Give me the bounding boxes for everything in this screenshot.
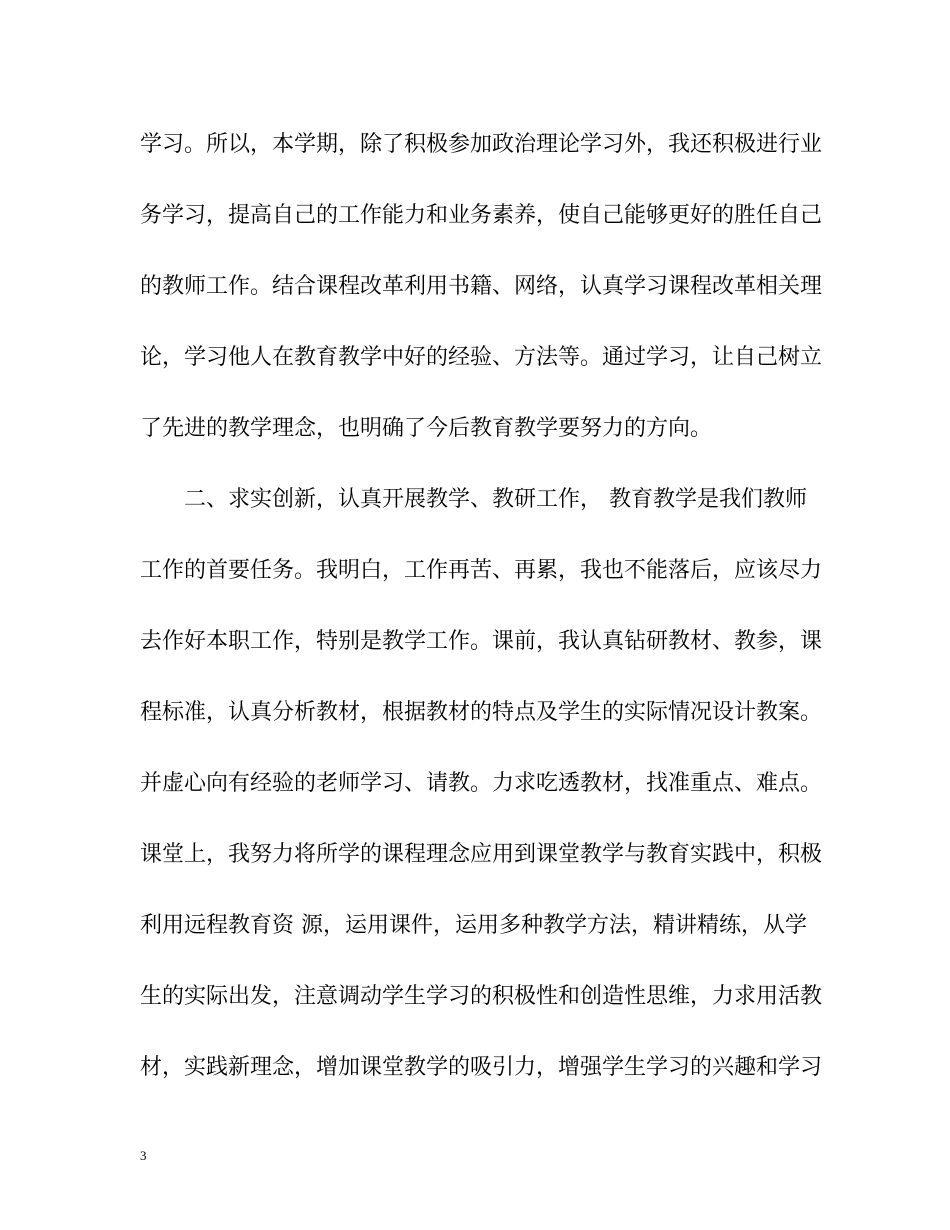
body-text-line: 论，学习他人在教育教学中好的经验、方法等。通过学习，让自己树立 xyxy=(140,345,823,370)
body-text-line: 材，实践新理念，增加课堂教学的吸引力，增强学生学习的兴趣和学习 xyxy=(140,1055,823,1080)
section-heading-line: 二、求实创新，认真开展教学、教研工作， 教育教学是我们教师 xyxy=(184,487,807,512)
body-text-line: 工作的首要任务。我明白，工作再苦、再累，我也不能落后，应该尽力 xyxy=(140,558,823,583)
body-text-line: 的教师工作。结合课程改革利用书籍、网络，认真学习课程改革相关理 xyxy=(140,274,823,299)
body-text-line: 生的实际出发，注意调动学生学习的积极性和创造性思维，力求用活教 xyxy=(140,984,823,1009)
body-text-line: 程标准，认真分析教材，根据教材的特点及学生的实际情况设计教案。 xyxy=(140,700,823,725)
body-text-line: 并虚心向有经验的老师学习、请教。力求吃透教材，找准重点、难点。 xyxy=(140,771,823,796)
page-number: 3 xyxy=(140,1148,147,1163)
body-text-line: 学习。所以，本学期，除了积极参加政治理论学习外，我还积极进行业 xyxy=(140,132,823,157)
body-text-line: 课堂上，我努力将所学的课程理念应用到课堂教学与教育实践中，积极 xyxy=(140,842,823,867)
body-text-line: 利用远程教育资 源，运用课件，运用多种教学方法，精讲精练，从学 xyxy=(140,913,807,938)
body-text-line: 去作好本职工作，特别是教学工作。课前，我认真钻研教材、教参，课 xyxy=(140,629,823,654)
body-text-line: 务学习，提高自己的工作能力和业务素养，使自己能够更好的胜任自己 xyxy=(140,203,823,228)
body-text-line: 了先进的教学理念，也明确了今后教育教学要努力的方向。 xyxy=(140,416,713,441)
